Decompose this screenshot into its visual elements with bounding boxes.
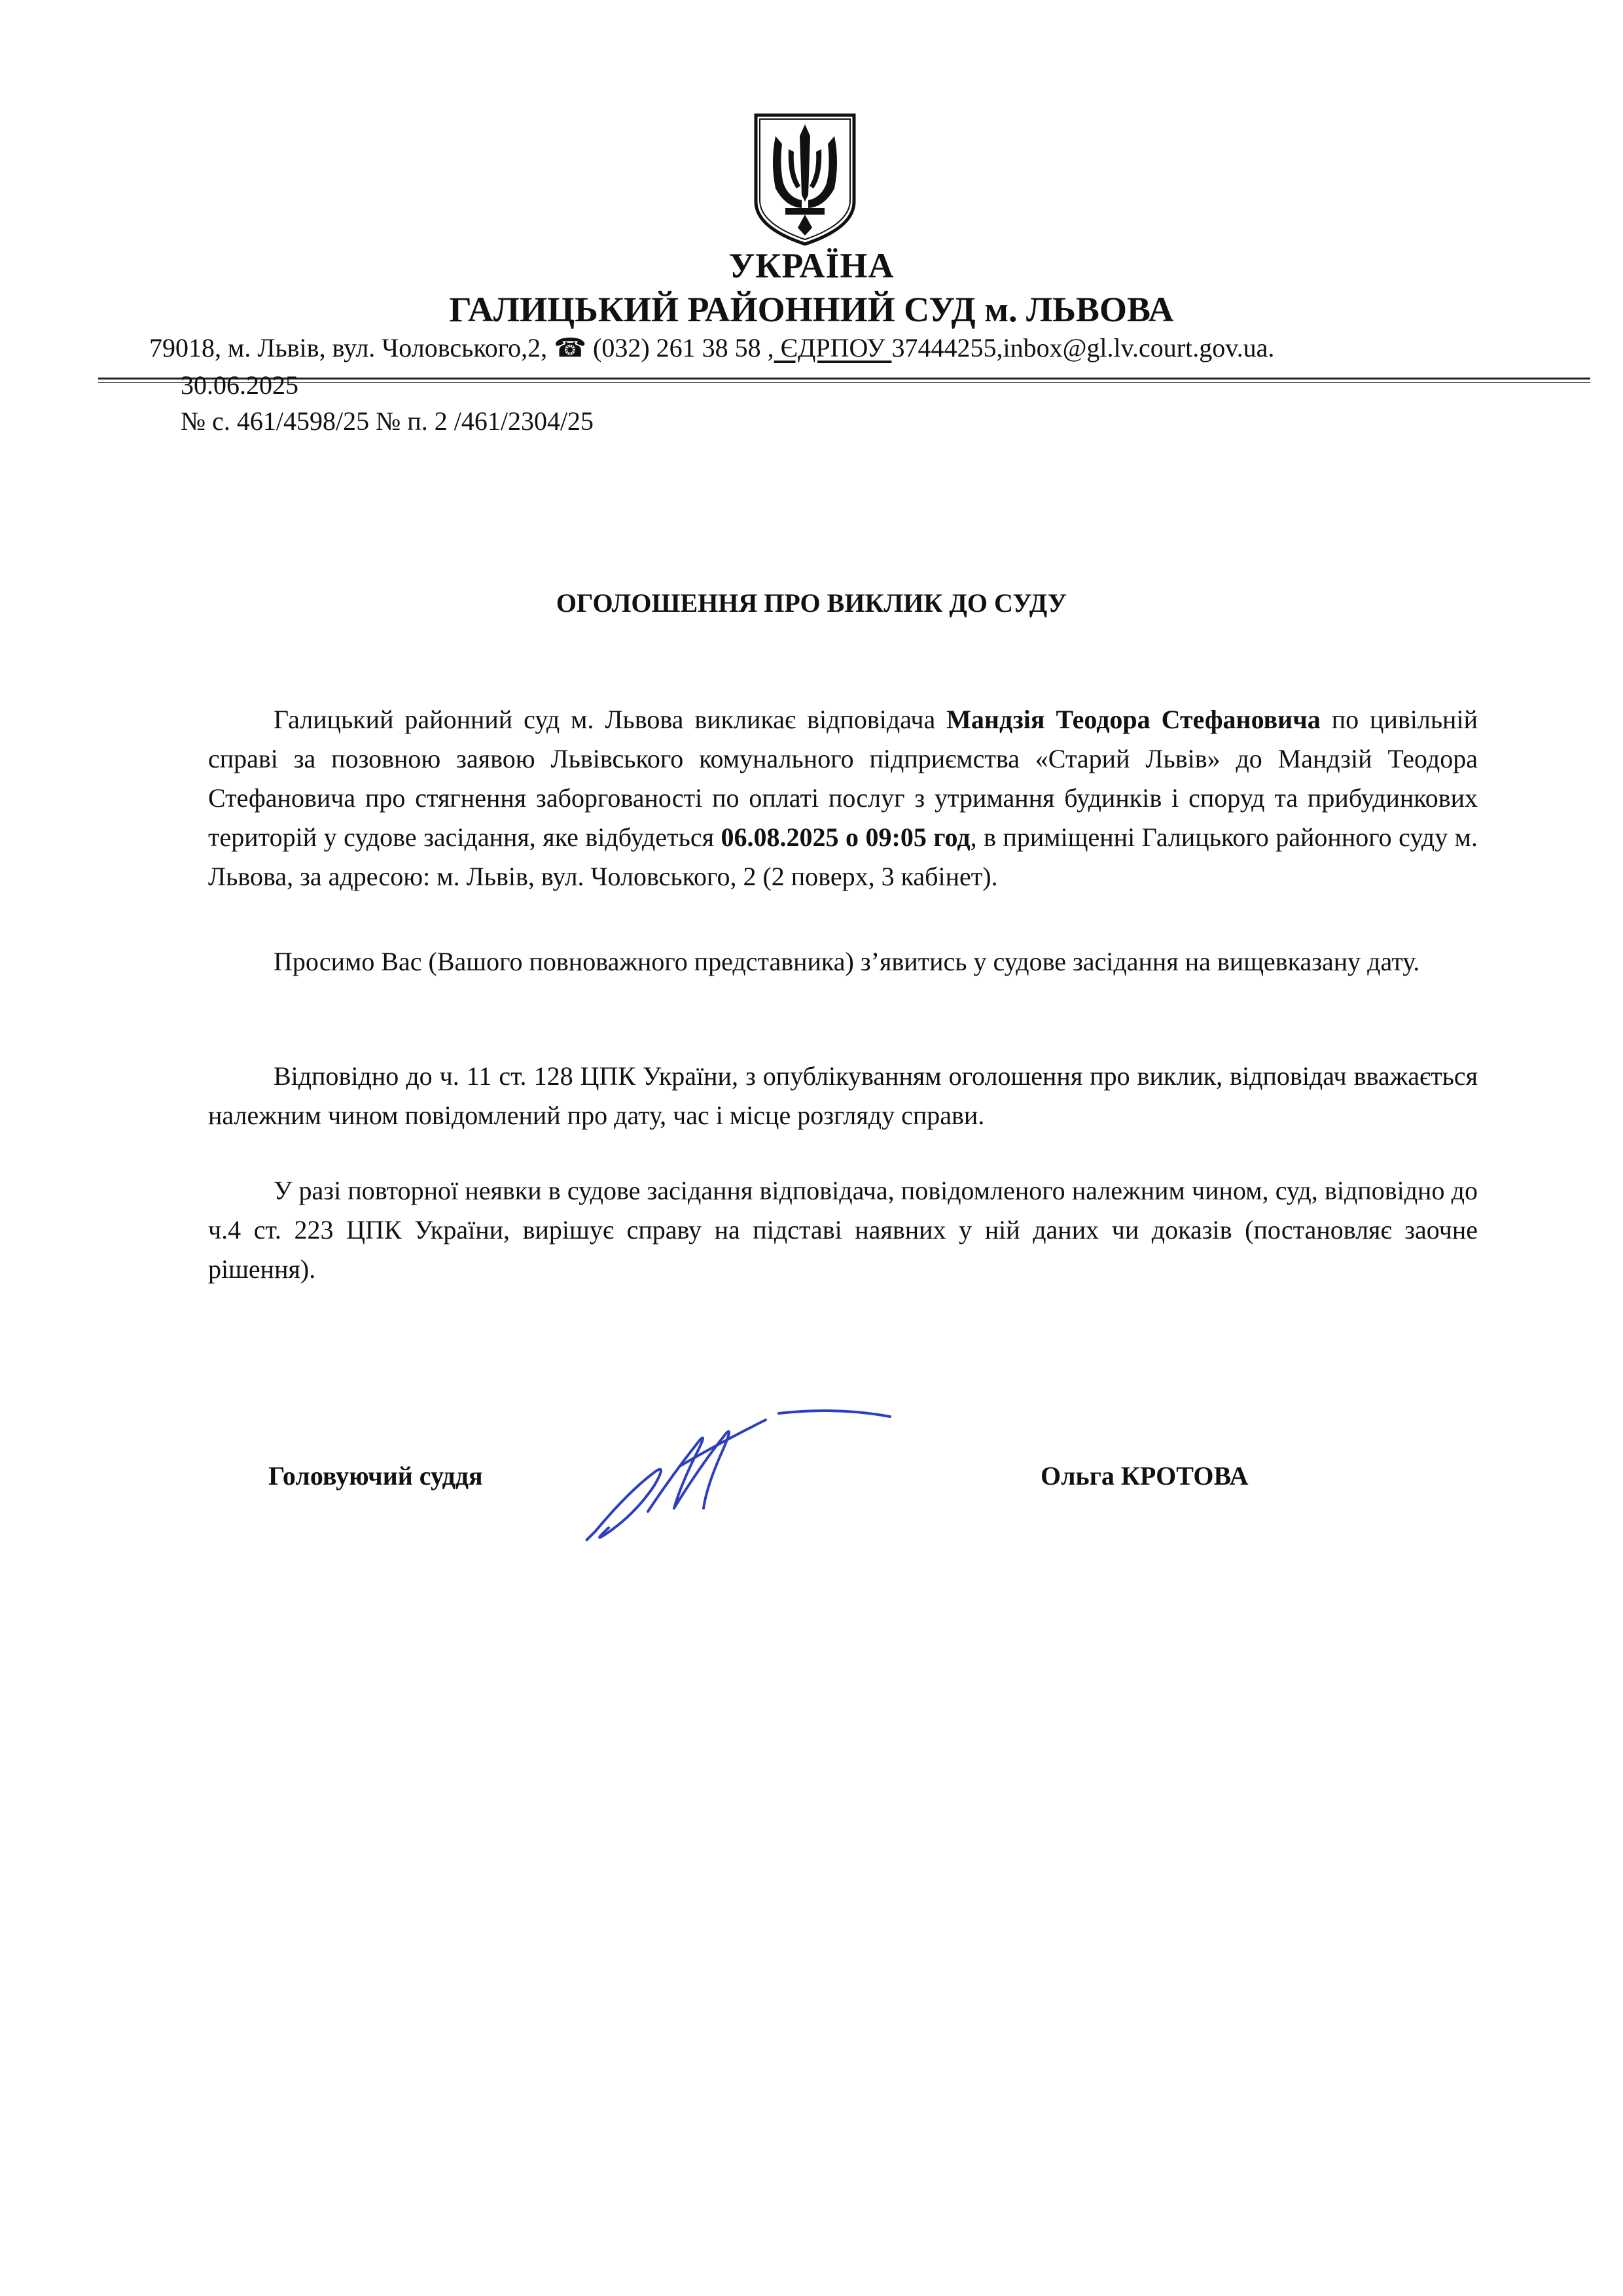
defendant-name: Мандзія Теодора Стефановича xyxy=(946,705,1321,734)
telephone-icon: ☎ xyxy=(554,333,587,362)
judge-name: Ольга КРОТОВА xyxy=(1041,1461,1249,1491)
case-number: № с. 461/4598/25 № п. 2 /461/2304/25 xyxy=(181,406,594,436)
hearing-datetime: 06.08.2025 о 09:05 год xyxy=(721,822,971,852)
trident-coat-of-arms-icon xyxy=(749,110,861,247)
presiding-judge-label: Головуючий суддя xyxy=(268,1461,483,1491)
edrpou-label: ЄДРПОУ xyxy=(774,333,892,362)
document-title: ОГОЛОШЕННЯ ПРО ВИКЛИК ДО СУДУ xyxy=(556,588,1067,618)
edrpou-and-email: 37444255,inbox@gl.lv.court.gov.ua. xyxy=(891,333,1275,362)
court-address: 79018, м. Львів, вул. Чоловського,2, xyxy=(149,333,554,362)
summons-text-start: Галицький районний суд м. Львова викликає відповідача xyxy=(274,705,947,734)
court-contact-line xyxy=(149,332,1274,363)
legal-notice-paragraph: Відповідно до ч. 11 ст. 128 ЦПК України, з опублікуванням оголошення про виклик, відповідач вважається належним чином повідомлений про дату, час і місце розгляду справи. xyxy=(208,1061,1478,1130)
document-date: 30.06.2025 xyxy=(181,370,298,400)
court-phone: (032) 261 38 58 , xyxy=(586,333,774,362)
country-heading: УКРАЇНА xyxy=(728,246,895,285)
summons-text-middle: по цивільній справі за позовною заявою Львівського комунального підприємства «Старий Львів» до Мандзій Теодора Стефановича про стягнення заборгованості по оплаті послуг з утримання будинків і споруд та прибудинкових територій у судове засідання, яке відбудеться xyxy=(208,705,1478,852)
judge-signature xyxy=(576,1381,982,1551)
header-rule xyxy=(98,378,1590,380)
court-name-heading: ГАЛИЦЬКИЙ РАЙОННИЙ СУД м. ЛЬВОВА xyxy=(449,290,1174,329)
header-rule-thin xyxy=(98,382,1590,383)
summons-text-end: , в приміщенні Галицького районного суду м. Львова, за адресою: м. Львів, вул. Чоловського, 2 (2 поверх, 3 кабінет). xyxy=(208,822,1478,891)
summons-paragraph xyxy=(208,700,1478,896)
default-judgment-paragraph: У разі повторної неявки в судове засідання відповідача, повідомленого належним чином, суд, відповідно до ч.4 ст. 223 ЦПК України, вирішує справу на підставі наявних у ній даних чи доказів (постановляє заочне рішення). xyxy=(208,1176,1478,1284)
request-paragraph: Просимо Вас (Вашого повноважного представника) з’явитись у судове засідання на вищевказану дату. xyxy=(274,947,1420,976)
